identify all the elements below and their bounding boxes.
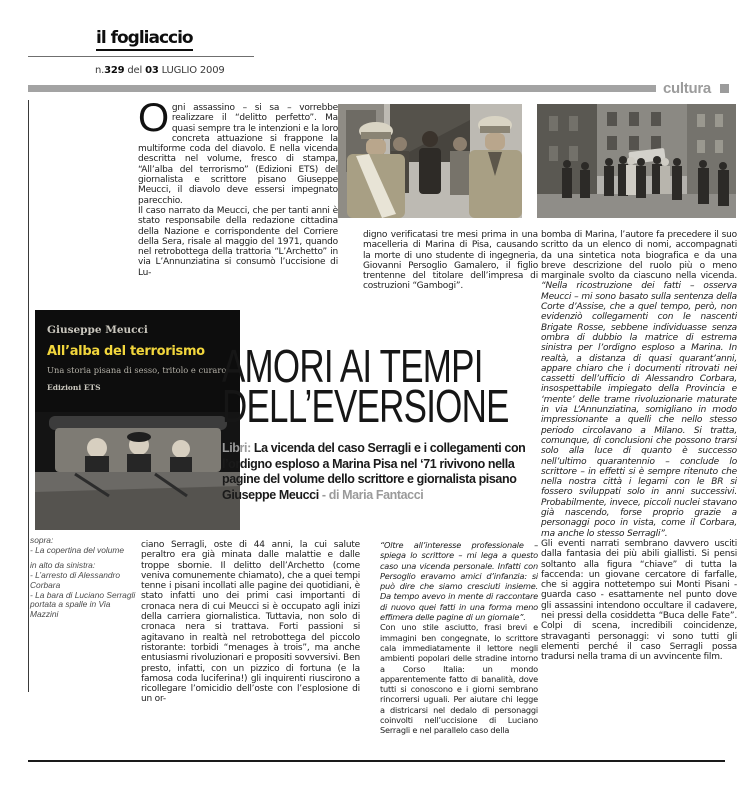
book-title: All’alba del terrorismo	[47, 344, 205, 359]
caption-line: - La copertina del volume	[30, 544, 125, 555]
paragraph: Con uno stile asciutto, frasi brevi e immagini ben congegnate, lo scrittore cala immediatamente il lettore negli ambienti popolari delle stradine intorno a Corso Italia: un mondo apparentemente fatto di banalità, dove tutti si conoscono e i giorni sembrano rincorrersi uguali. Per aiutare chi legge a districarsi nel dedalo di personaggi coinvolti nell’uccisione di Luciano Serragli e nel parallelo caso della	[380, 622, 538, 736]
book-cover	[35, 310, 240, 530]
standfirst-text: La vicenda del caso Serragli e i collegamenti con l’ordigno esploso a Marina Pisa nel ‘71 rivivono nella pagine del volume dello scrittore e giornalista pisano Giuseppe Meucci	[222, 441, 526, 502]
caption-line: in alto da sinistra:	[30, 559, 96, 570]
paragraph	[138, 103, 338, 206]
headline-line-2: DELL’EVERSIONE	[222, 380, 509, 432]
caption-line: - L’arresto di Alessandro Corbara	[30, 569, 120, 590]
headline	[222, 340, 599, 432]
paragraph: Gli eventi narrati sembrano davvero usciti dalla fantasia dei più abili giallisti. Si pensi soltanto alla figura “chiave” di tutta la faccenda: un giovane cercatore di farfalle, che si aggira nottetempo sui Monti Pisani - guarda caso - esattamente nel punto dove gli assassini intendono occultare il cadavere, nei pressi della cosiddetta “Buca delle Fate”. Colpi di scena, incredibili coincidenze, stravaganti personaggi: vi sono tutti gli elementi perché il caso Serragli possa tradursi nella trama di un avvincente film.	[541, 538, 737, 663]
masthead-rule	[28, 56, 254, 57]
paragraph: ciano Serragli, oste di 44 anni, la cui salute peraltro era già minata dalle malattie e dalle troppe sbornie. Il delitto dell’Archetto (come veniva comunemente chiamato), che a quei tempi tenne i pisani incollati alle pagine dei quotidiani, è stato infatti uno dei primi casi importanti di cronaca nera di cui Meucci si è occupato agli inizi della carriera giornalistica. Tuttavia, non solo di cronaca nera si trattava. Forti passioni si agitavano in realtà nel retrobottega del piccolo ristorante: torbidi “menages à trois”, ma anche entusiasmi rivoluzionari e propositi sovversivi. Ben presto, infatti, con un pizzico di fortuna (e la famosa coda luciferina!) gli inquirenti riuscirono a ricollegare l’omicidio dell’oste con l’esplosione di un or-	[141, 540, 360, 705]
caption-line: sopra:	[30, 535, 54, 545]
standfirst-label: Libri:	[222, 441, 251, 455]
drop-cap: O	[138, 103, 169, 140]
paragraph: Il caso narrato da Meucci, che per tanti anni è stato responsabile della redazione cittadina della Nazione e corrispondente del Corriere della Sera, risale al maggio del 1971, quando nel retrobottega della trattoria “L’Archetto” in via L’Annunziatina si consumò l’uccisione di Lu-	[138, 205, 338, 278]
paragraph: digno verificatasi tre mesi prima in una macelleria di Marina di Pisa, causando la morte di uno studente di ingegneria, Giovanni Persoglio Gamalero, il figlio trentenne del titolare dell’impresa di costruzioni “Gambogi”.	[363, 230, 538, 292]
book-cover-photo	[35, 412, 240, 530]
article-column-2-top	[363, 230, 538, 308]
issue-dateline	[95, 65, 225, 76]
section-bar	[28, 85, 656, 92]
article-column-2-bottom	[141, 540, 360, 762]
article-column-1	[138, 103, 338, 307]
paragraph-text: bomba di Marina, l’autore fa precedere il suo scritto da un elenco di nomi, accompagnati da una sintetica nota biografica e da una breve descrizione del ruolo più o meno marginale svolto da ciascuno nella vicenda.	[541, 230, 737, 282]
book-author: Giuseppe Meucci	[47, 324, 148, 336]
quote-paragraph: “Oltre all’interesse professionale – spiega lo scrittore – mi lega a questo caso una vicenda personale. Infatti con Persoglio eravamo amici d’infanzia: si può dire che siamo cresciuti insieme. Da tempo avevo in mente di raccontare di nuovo quei fatti in una forma meno effimera delle pagine di un giornale”.	[380, 540, 538, 623]
arrest-photo	[338, 104, 522, 218]
paragraph-text: gni assassino – si sa – vorrebbe realizzare il “delitto perfetto”. Ma quasi sempre tra le intenzioni e la loro concreta attuazione si frappone la multiforme coda del diavolo. E nella vicenda descritta nel volume, fresco di stampa, “All’alba del terrorismo” (Edizioni ETS) del giornalista e scrittore pisano Giuseppe Meucci, il diavolo deve essersi impegnato parecchio.	[138, 103, 338, 206]
left-margin-rule	[28, 100, 29, 692]
issue-number: 329	[104, 65, 125, 76]
book-subtitle: Una storia pisana di sesso, tritolo e curaro	[47, 365, 227, 375]
photo-caption	[30, 536, 138, 620]
standfirst	[222, 441, 538, 503]
section-label: cultura	[663, 80, 711, 97]
book-publisher: Edizioni ETS	[47, 383, 101, 392]
article-column-3-bottom	[380, 540, 538, 762]
issue-prefix: n.	[95, 65, 105, 76]
article-column-4	[541, 230, 737, 761]
headline-line-1: AMORI AI TEMPI	[222, 340, 483, 392]
section-square-icon	[720, 84, 729, 93]
caption-line: - La bara di Luciano Serragli portata a spalle in Via Mazzini	[30, 589, 136, 620]
funeral-procession-photo	[537, 104, 736, 218]
quote-text: “Nella ricostruzione dei fatti – osserva Meucci – mi sono basato sulla sentenza della Corte d’Assise, che a quel tempo, però, non evidenziò collegamenti con le nascenti Brigate Rosse, sebbene individuasse senza ombra di dubbio la matrice di estrema sinistra per l’ordigno esploso a Marina. In realtà, a distanza di quasi quarant’anni, appare chiaro che i documenti ritrovati nei cassetti dell’ufficio di Alessandro Corbara, insospettabile impiegato della Provincia e ‘mente’ delle trame rivoluzionarie maturate in via L’Annunziatina, somigliano in modo impressionante a quelli che nello stesso periodo circolavano a Milano. Si tratta, comunque, di conclusioni che possono trarsi solo alla luce di quanto è successo nell’ultimo quarantennio – conclude lo scrittore – in effetti si è sempre ritenuto che nella nostra città i legami con le BR si fossero sviluppati solo in anni successivi. Probabilmente, invece, piccoli nuclei stavano già nascendo, forse proprio grazie a personaggi poco in vista, come il Corbara, ma anche lo stesso Serragli”.	[541, 281, 737, 539]
issue-month-year: LUGLIO 2009	[161, 65, 225, 76]
issue-del: del	[127, 65, 143, 76]
standfirst-byline: - di Maria Fantacci	[321, 487, 424, 502]
issue-day: 03	[145, 65, 159, 76]
masthead-logo: il fogliaccio	[96, 28, 193, 51]
